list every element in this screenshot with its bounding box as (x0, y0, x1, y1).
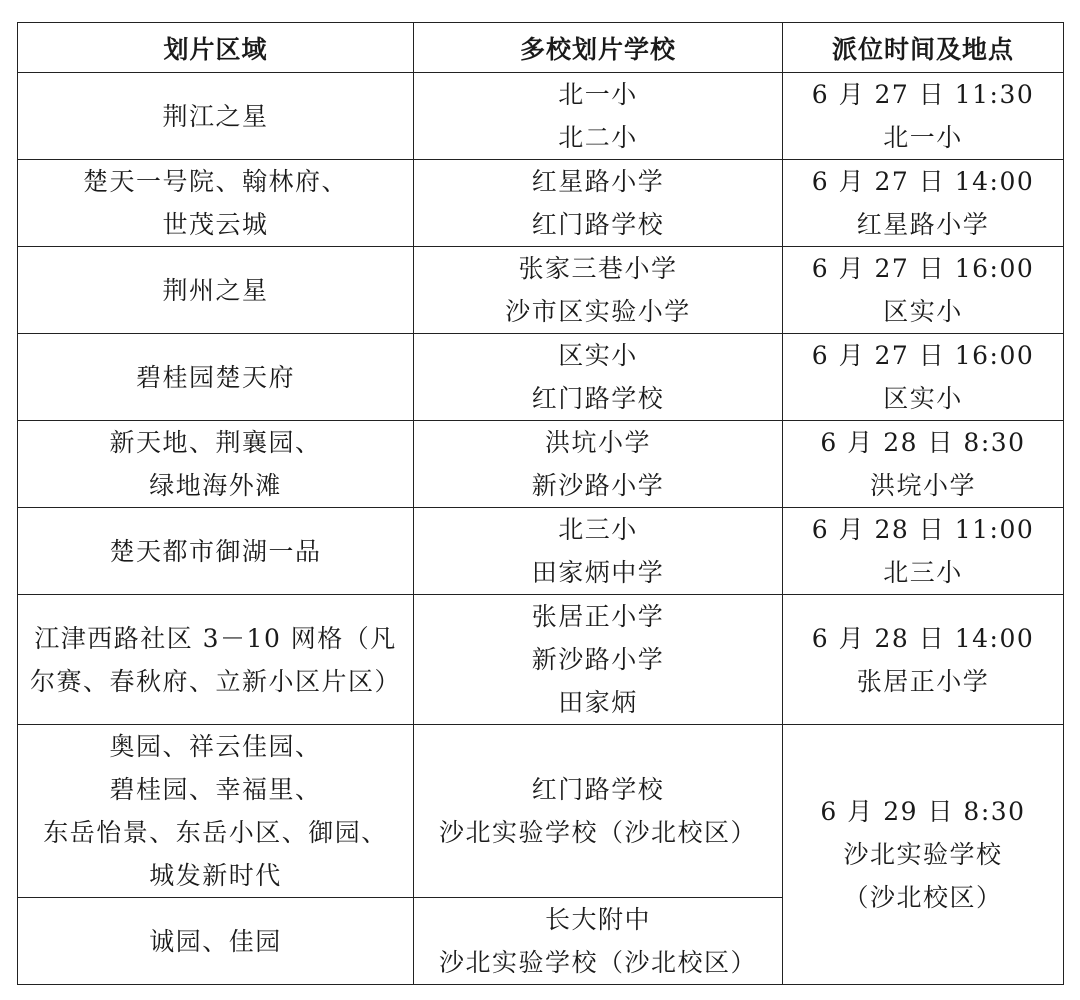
area-cell (18, 247, 414, 334)
school-name: 张家三巷小学 (518, 254, 678, 283)
area-line: 诚园、佳园 (149, 926, 282, 956)
area-line: 东岳怡景、东岳小区、御园、 (43, 818, 388, 847)
area-line: 楚天都市御湖一品 (109, 536, 322, 566)
table-row (18, 508, 1064, 595)
table-row (18, 421, 1064, 508)
time-place-cell (783, 421, 1064, 508)
time-place-cell (783, 160, 1064, 247)
school-name: 田家炳中学 (531, 558, 665, 587)
area-line: 世茂云城 (162, 210, 269, 239)
school-name: 北一小 (558, 80, 638, 109)
school-name: 沙市区实验小学 (505, 297, 691, 326)
lottery-time: 6 月 27 日 11:30 (811, 80, 1035, 109)
area-line: 碧桂园、幸福里、 (109, 775, 322, 804)
lottery-time: 6 月 28 日 8:30 (820, 428, 1026, 457)
lottery-place: 区实小 (883, 297, 963, 326)
time-place-cell (783, 508, 1064, 595)
area-cell (18, 508, 414, 595)
lottery-time: 6 月 28 日 14:00 (811, 623, 1035, 653)
schools-cell (414, 73, 783, 160)
lottery-place: 区实小 (883, 384, 963, 413)
schools-cell (414, 160, 783, 247)
time-place-cell (783, 73, 1064, 160)
area-line: 楚天一号院、翰林府、 (82, 167, 348, 196)
lottery-time: 6 月 27 日 16:00 (811, 341, 1035, 370)
area-line: 尔赛、春秋府、立新小区片区） (29, 666, 401, 696)
area-line: 碧桂园楚天府 (135, 362, 295, 392)
lottery-time: 6 月 29 日 8:30 (820, 797, 1026, 826)
schools-cell (414, 725, 783, 898)
allocation-table (17, 22, 1064, 985)
time-place-cell (783, 725, 1064, 985)
school-name: 北三小 (558, 515, 638, 544)
table-row (18, 247, 1064, 334)
lottery-place: 北三小 (883, 558, 963, 587)
area-line: 新天地、荆襄园、 (109, 428, 322, 457)
table-row (18, 160, 1064, 247)
school-name: 红门路学校 (531, 775, 665, 804)
time-place-cell (783, 247, 1064, 334)
area-cell (18, 898, 414, 985)
table-row (18, 725, 1064, 898)
school-name: 新沙路小学 (531, 645, 665, 674)
lottery-time: 6 月 27 日 16:00 (811, 254, 1035, 283)
school-name: 洪坑小学 (544, 428, 651, 457)
lottery-place: 北一小 (883, 123, 963, 152)
lottery-place: 沙北实验学校 (843, 840, 1003, 869)
table-row (18, 334, 1064, 421)
area-cell (18, 334, 414, 421)
header-area: 划片区域 (18, 23, 414, 73)
area-cell (18, 421, 414, 508)
schools-cell (414, 421, 783, 508)
school-name: 田家炳 (558, 688, 638, 717)
lottery-time: 6 月 27 日 14:00 (811, 167, 1035, 196)
lottery-place: 张居正小学 (856, 666, 990, 696)
table-row (18, 595, 1064, 725)
header-time-place: 派位时间及地点 (783, 23, 1064, 73)
table-row (18, 73, 1064, 160)
lottery-time: 6 月 28 日 11:00 (811, 515, 1035, 544)
time-place-cell (783, 334, 1064, 421)
schools-cell (414, 508, 783, 595)
area-line: 荆江之星 (162, 101, 269, 131)
school-name: 红门路学校 (531, 384, 665, 413)
school-name: 长大附中 (544, 905, 651, 934)
school-name: 沙北实验学校（沙北校区） (438, 818, 757, 847)
time-place-cell (783, 595, 1064, 725)
area-line: 城发新时代 (149, 861, 282, 890)
area-cell (18, 73, 414, 160)
schools-cell (414, 898, 783, 985)
school-name: 红星路小学 (531, 167, 665, 196)
school-name: 沙北实验学校（沙北校区） (438, 948, 757, 977)
school-name: 新沙路小学 (531, 471, 665, 500)
header-schools: 多校划片学校 (414, 23, 783, 73)
area-cell (18, 595, 414, 725)
lottery-place: 红星路小学 (856, 210, 990, 239)
school-name: 张居正小学 (531, 602, 665, 631)
schools-cell (414, 247, 783, 334)
area-cell (18, 160, 414, 247)
area-line: 江津西路社区 3－10 网格（凡 (34, 623, 397, 653)
lottery-place: （沙北校区） (843, 883, 1003, 912)
area-line: 荆州之星 (162, 275, 269, 305)
header-row (18, 23, 1064, 73)
schools-cell (414, 595, 783, 725)
school-name: 红门路学校 (531, 210, 665, 239)
area-line: 绿地海外滩 (149, 471, 282, 500)
area-cell (18, 725, 414, 898)
school-name: 北二小 (558, 123, 638, 152)
lottery-place: 洪垸小学 (869, 471, 976, 500)
school-name: 区实小 (558, 341, 638, 370)
schools-cell (414, 334, 783, 421)
area-line: 奥园、祥云佳园、 (109, 732, 322, 761)
